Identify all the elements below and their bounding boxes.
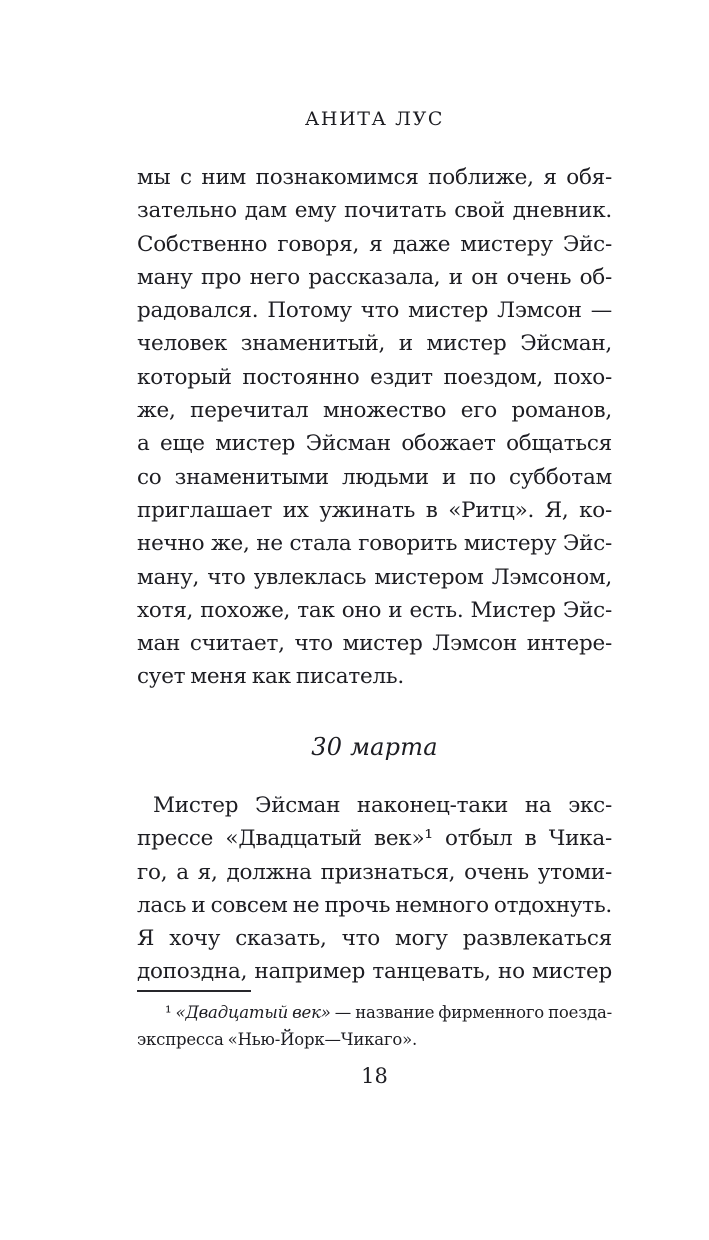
text-line: со знаменитыми людьми и по субботам bbox=[137, 464, 612, 490]
text-line: радовался. Потому что мистер Лэмсон — bbox=[137, 298, 612, 324]
footnote-term: «Двадцатый век» bbox=[175, 1003, 331, 1022]
footnote bbox=[137, 1000, 612, 1053]
footnote-text: — название фирменного поезда- bbox=[330, 1003, 613, 1022]
footnote-line: экспресса «Нью-Йорк—Чикаго». bbox=[137, 1029, 418, 1049]
text-line: Мистер Эйсман наконец-таки на экс- bbox=[153, 793, 612, 818]
text-line: прессе «Двадцатый век»¹ отбыл в Чика- bbox=[137, 826, 612, 852]
text-line: ману про него рассказала, и он очень об- bbox=[137, 264, 612, 290]
text-line: мы с ним познакомимся поближе, я обя- bbox=[137, 165, 612, 190]
text-line: Собственно говоря, я даже мистеру Эйс- bbox=[137, 231, 612, 257]
footnote-marker: ¹ bbox=[165, 1003, 176, 1022]
text-line: го, а я, должна признаться, очень утоми- bbox=[137, 859, 612, 885]
paragraph-dated-entry bbox=[137, 789, 612, 989]
text-line: нечно же, не стала говорить мистеру Эйс- bbox=[137, 531, 612, 557]
page-number: 18 bbox=[361, 1064, 388, 1088]
text-line: а еще мистер Эйсман обожает общаться bbox=[137, 431, 612, 457]
text-line: лась и совсем не прочь немного отдохнуть. bbox=[137, 892, 612, 918]
text-line: приглашает их ужинать в «Ритц». Я, ко- bbox=[137, 497, 612, 523]
text-line: ман считает, что мистер Лэмсон интере- bbox=[137, 631, 612, 657]
text-line: сует меня как писатель. bbox=[137, 664, 404, 690]
text-line: хотя, похоже, так оно и есть. Мистер Эйс- bbox=[137, 597, 612, 623]
text-line: допоздна, например танцевать, но мистер bbox=[137, 959, 612, 985]
footnote-separator bbox=[137, 990, 251, 992]
text-line: который постоянно ездит поездом, похо- bbox=[137, 364, 612, 390]
text-line: Я хочу сказать, что могу развлекаться bbox=[137, 926, 612, 952]
text-line: ману, что увлеклась мистером Лэмсоном, bbox=[137, 564, 612, 590]
running-header: АНИТА ЛУС bbox=[304, 108, 445, 130]
paragraph-continued bbox=[137, 161, 612, 694]
text-line: же, перечитал множество его романов, bbox=[137, 398, 612, 424]
date-heading: 30 марта bbox=[311, 733, 438, 761]
footnote-line bbox=[137, 1000, 612, 1027]
text-line: зательно дам ему почитать свой дневник. bbox=[137, 198, 612, 224]
text-line: человек знаменитый, и мистер Эйсман, bbox=[137, 331, 612, 357]
